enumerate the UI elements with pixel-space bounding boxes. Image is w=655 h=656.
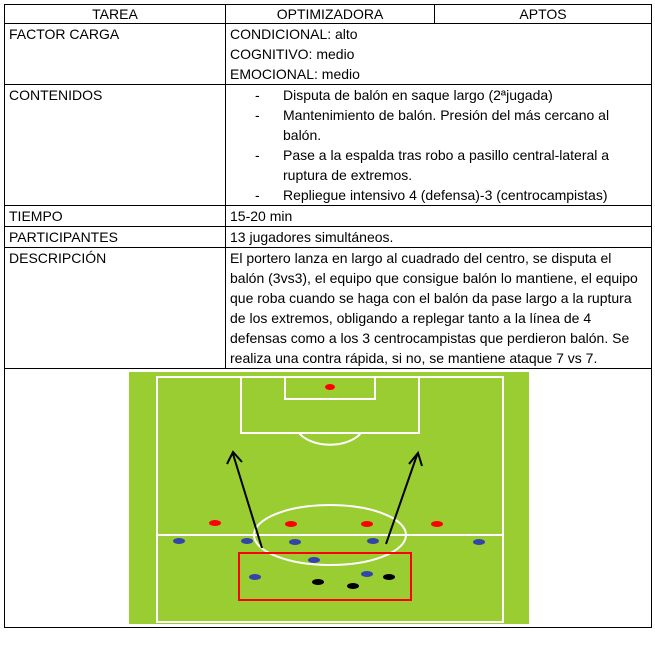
factor-emocional: EMOCIONAL: medio	[230, 66, 360, 82]
header-row	[5, 5, 652, 24]
player-red	[285, 521, 297, 527]
player-red	[361, 521, 373, 527]
task-table	[4, 4, 652, 628]
participantes-label: PARTICIPANTES	[5, 227, 226, 248]
diagram-cell	[5, 369, 652, 628]
player-blue	[308, 557, 320, 563]
contenidos-label: CONTENIDOS	[5, 85, 226, 206]
participantes-value: 13 jugadores simultáneos.	[226, 227, 652, 248]
contenidos-row	[5, 85, 652, 206]
descripcion-text: El portero lanza en largo al cuadrado del centro, se disputa el balón (3vs3), el equipo que consigue balón lo mantiene, el equipo que roba cuando se haga con el balón da pase largo a la ruptura de los extremos, obligando a replegar tanto a la línea de 4 defensas como a los 3 centrocampistas que perdieron balón. Se realiza una contra rápida, si no, se mantiene ataque 7 vs 7.	[226, 248, 652, 369]
pitch-background	[129, 372, 529, 624]
contenido-item: - Pase a la espalda tras robo a pasillo central-lateral a ruptura de extremos.	[230, 145, 647, 185]
contenido-item: - Mantenimiento de balón. Presión del más cercano al balón.	[230, 105, 647, 145]
contenidos-list	[230, 85, 647, 205]
player-blue	[249, 574, 261, 580]
player-blue	[173, 538, 185, 544]
factor-condicional: CONDICIONAL: alto	[230, 26, 358, 42]
player-black	[383, 574, 395, 580]
diagram-row	[5, 369, 652, 628]
contenido-item: - Disputa de balón en saque largo (2ªjugada)	[230, 85, 647, 105]
player-blue	[473, 539, 485, 545]
player-blue	[241, 538, 253, 544]
player-red	[431, 521, 443, 527]
tiempo-value: 15-20 min	[226, 206, 652, 227]
header-optimizadora: OPTIMIZADORA	[226, 5, 435, 24]
contenido-item: - Repliegue intensivo 4 (defensa)-3 (centrocampistas)	[230, 185, 647, 205]
player-blue	[361, 571, 373, 577]
player-red	[209, 520, 221, 526]
factor-carga-label: FACTOR CARGA	[5, 24, 226, 85]
contenidos-values	[226, 85, 652, 206]
player-blue	[367, 538, 379, 544]
football-pitch-diagram	[129, 372, 529, 624]
descripcion-label: DESCRIPCIÓN	[5, 248, 226, 369]
player-black	[347, 583, 359, 589]
factor-cognitivo: COGNITIVO: medio	[230, 46, 355, 62]
descripcion-row	[5, 248, 652, 369]
player-black	[312, 579, 324, 585]
participantes-row	[5, 227, 652, 248]
factor-carga-values	[226, 24, 652, 85]
header-aptos: APTOS	[435, 5, 652, 24]
goalkeeper-red	[325, 384, 335, 390]
header-tarea: TAREA	[5, 5, 226, 24]
tiempo-label: TIEMPO	[5, 206, 226, 227]
tiempo-row	[5, 206, 652, 227]
factor-carga-row	[5, 24, 652, 85]
player-blue	[289, 539, 301, 545]
